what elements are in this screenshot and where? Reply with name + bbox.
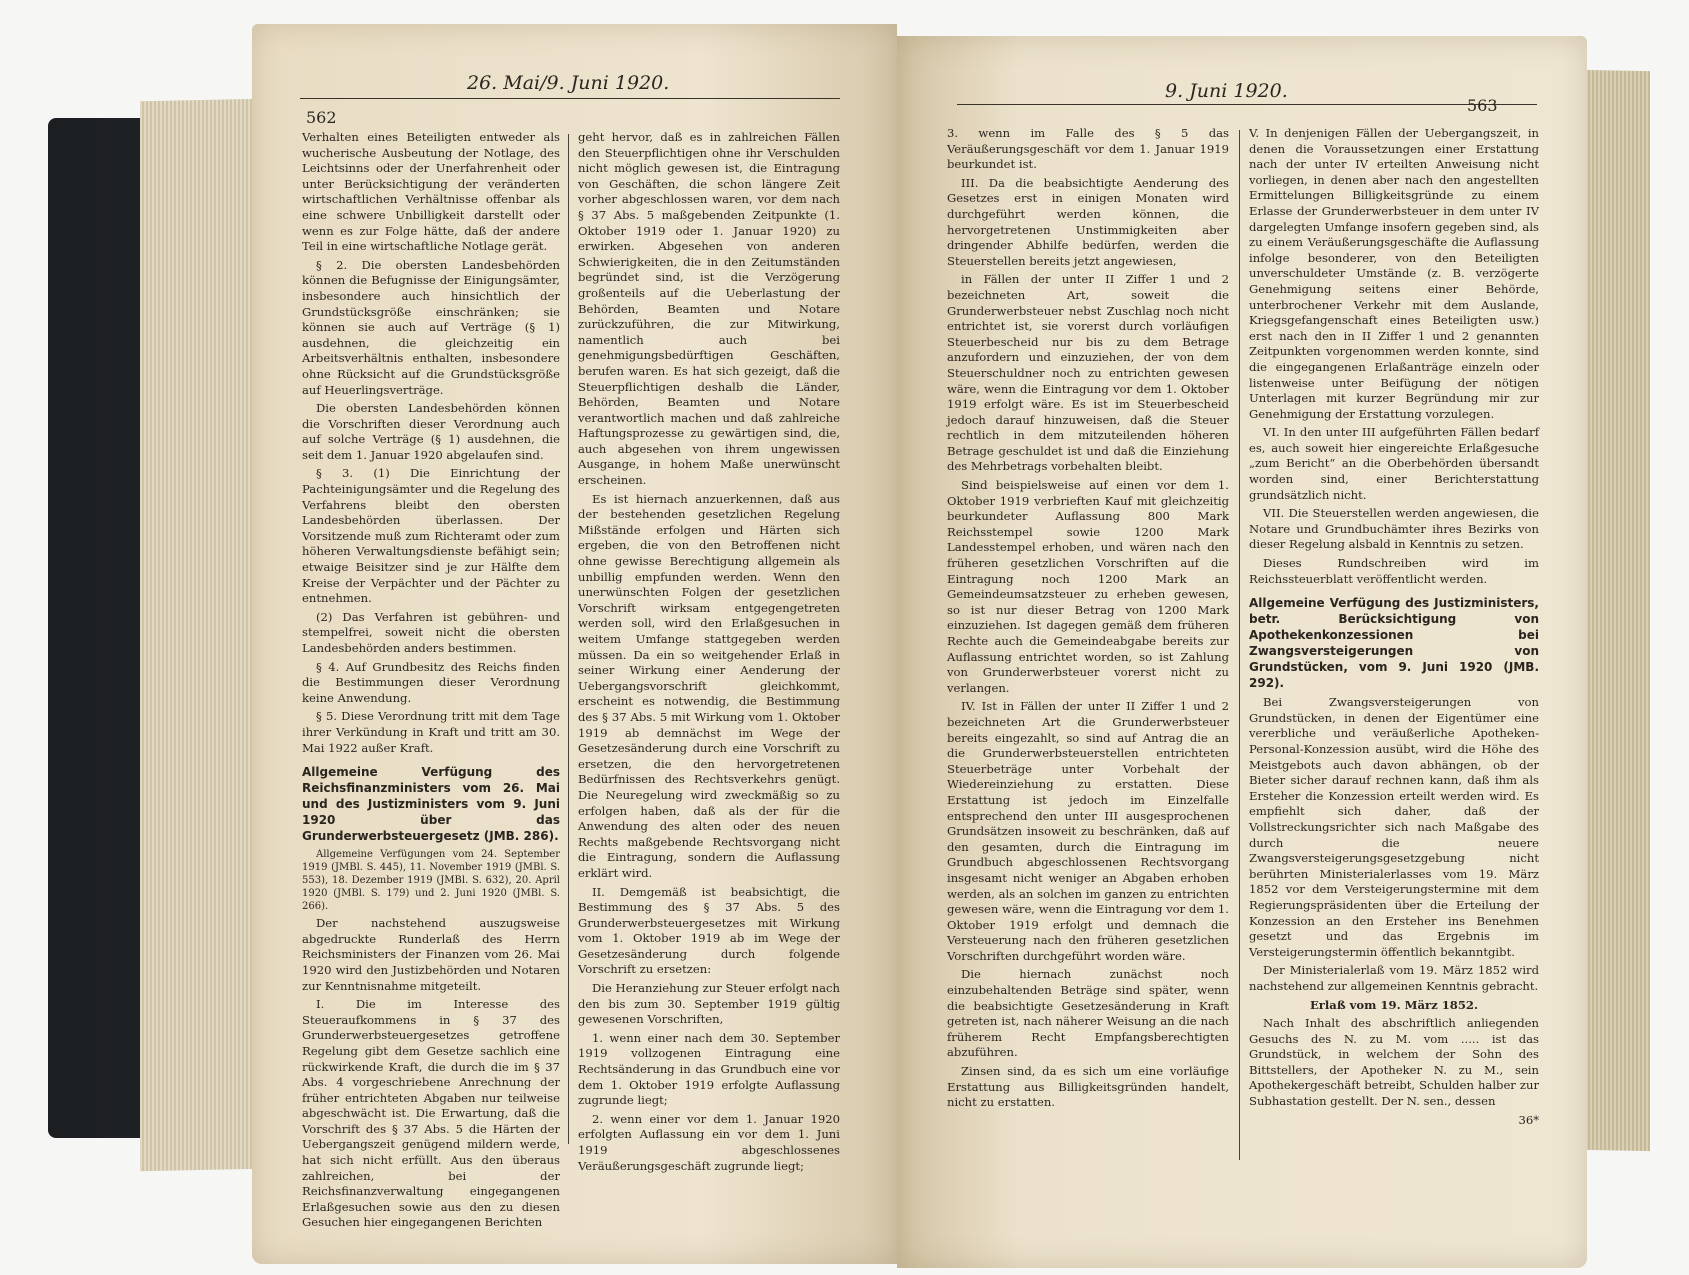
left-page (252, 24, 897, 1264)
right-column-1 (947, 126, 1229, 1156)
erlass-title: Erlaß vom 19. März 1852. (1309, 997, 1479, 1012)
paragraph: Die obersten Landesbehörden können die Vorschriften dieser Verordnung auch auf solche Verträge (§ 1) ausdehnen, die seit dem 1. Januar 1920 abgelaufen sind. (302, 401, 560, 462)
paragraph: II. Demgemäß ist beabsichtigt, die Bestimmung des § 37 Abs. 5 des Grunderwerbsteuergesetzes mit Wirkung vom 1. Oktober 1919 ab im Wege der Gesetzesänderung durch folgende Vorschrift zu ersetzen: (578, 884, 840, 977)
paragraph: in Fällen der unter II Ziffer 1 und 2 bezeichneten Art, soweit die Grunderwerbsteuer nebst Zuschlag noch nicht entrichtet ist, sie vorerst durch vorläufigen Steuerbescheid nur bis zu dem Betrage anzufordern und einzuziehen, der von dem Steuerschuldner noch zu entrichten gewesen wäre, wenn die Eintragung vor dem 1. Oktober 1919 erfolgt wäre. Es ist im Steuerbescheid jedoch darauf hinzuweisen, daß die Steuer rechtlich in dem mitzuteilenden höheren Betrage geschuldet ist und daß die Einziehung des Mehrbetrags vorbehalten bleibt. (947, 272, 1229, 474)
paragraph: III. Da die beabsichtigte Aenderung des Gesetzes erst in einigen Monaten wird durchgeführt werden können, die hervorgetretenen Unstimmigkeiten aber dringender Abhilfe bedürfen, werden die Steuerstellen bereits jetzt angewiesen, (947, 175, 1229, 268)
right-column-divider (1239, 130, 1240, 1160)
paragraph: § 4. Auf Grundbesitz des Reichs finden die Bestimmungen dieser Verordnung keine Anwendung. (302, 659, 560, 705)
left-running-head: 26. Mai/9. Juni 1920. (467, 72, 670, 94)
paragraph: IV. Ist in Fällen der unter II Ziffer 1 und 2 bezeichneten Art die Grunderwerbsteuer bereits eingezahlt, so sind auf Antrag die an die Grunderwerbsteuerstellen entrichteten Steuerbeträge unter Vorbehalt der Wiedereinziehung zu erstatten. Diese Erstattung ist jedoch im Einzelfalle entsprechend den unter III ausgesprochenen Grundsätzen insoweit zu beschränken, daß auf den gesamten, durch die Eintragung im Grundbuch abgeschlossenen Rechtsvorgang insgesamt nicht weniger an Abgaben erhoben werden, als an solchen im ganzen zu entrichten gewesen wäre, wenn die Eintragung vor dem 1. Oktober 1919 erfolgt und demnach die Versteuerung nach den früheren gesetzlichen Vorschriften durchgeführt worden wäre. (947, 699, 1229, 963)
reference-note: Allgemeine Verfügungen vom 24. September 1919 (JMBl. S. 445), 11. November 1919 (JMBl. S. 553), 18. Dezember 1919 (JMBl. S. 632), 20. April 1920 (JMBl. S. 179) und 2. Juni 1920 (JMBl. S. 266). (302, 849, 560, 913)
right-page (897, 36, 1587, 1268)
paragraph: (2) Das Verfahren ist gebühren- und stempelfrei, soweit nicht die obersten Landesbehörden anders bestimmen. (302, 609, 560, 655)
section-heading: Allgemeine Verfügung des Reichsfinanzministers vom 26. Mai und des Justizministers vom 9. Juni 1920 über das Grunderwerbsteuergesetz (JMB. 286). (302, 765, 560, 844)
left-column-2 (578, 130, 840, 1173)
right-head-rule (957, 104, 1537, 105)
paragraph: § 5. Diese Verordnung tritt mit dem Tage ihrer Verkündung in Kraft und tritt am 30. Mai 1922 außer Kraft. (302, 709, 560, 755)
left-page-number: 562 (306, 108, 337, 127)
paragraph: Verhalten eines Beteiligten entweder als wucherische Ausbeutung der Notlage, des Leichtsinns oder der Unerfahrenheit oder unter Berücksichtigung der veränderten wirtschaftlichen Verhältnisse offenbar als eine schwere Unbilligkeit darstellt oder wenn es zur Folge hätte, daß der andere Teil in eine wirtschaftliche Notlage gerät. (302, 130, 560, 254)
paragraph: Sind beispielsweise auf einen vor dem 1. Oktober 1919 verbrieften Kauf mit gleichzeitig beurkundeter Auflassung 800 Mark Reichsstempel sowie 1200 Mark Landesstempel erhoben, und wären nach den früheren gesetzlichen Vorschriften auf die Eintragung noch 1200 Mark an Gemeindeumsatzsteuer zu erheben gewesen, so ist nur dieser Betrag von 1200 Mark einzuziehen. Ist dagegen gemäß dem früheren Rechte auch die Gemeindeabgabe bereits zur Auflassung entrichtet worden, so ist Zahlung von Grunderwerbsteuer vorerst nicht zu verlangen. (947, 478, 1229, 695)
paragraph: VII. Die Steuerstellen werden angewiesen, die Notare und Grundbuchämter ihres Bezirks von dieser Regelung alsbald in Kenntnis zu setzen. (1249, 506, 1539, 552)
paragraph: Zinsen sind, da es sich um eine vorläufige Erstattung aus Billigkeitsgründen handelt, nicht zu erstatten. (947, 1064, 1229, 1110)
paragraph: VI. In den unter III aufgeführten Fällen bedarf es, auch soweit hier eingereichte Erlaßgesuche „zum Bericht“ an die Oberbehörden übersandt worden sind, einer Berichterstattung grundsätzlich nicht. (1249, 425, 1539, 502)
paragraph: Bei Zwangsversteigerungen von Grundstücken, in denen der Eigentümer eine vererbliche und veräußerliche Apotheken-Personal-Konzession ausübt, wird die Höhe des Meistgebots auch davon abhängen, ob der Bieter sicher darauf rechnen kann, daß ihm als Ersteher die Konzession erteilt werden wird. Es empfiehlt sich daher, daß der Vollstreckungsrichter sich nach Maßgabe des durch die neuere Zwangsversteigerungsgesetzgebung nicht berührten Ministerialerlasses vom 19. März 1852 vor dem Versteigerungstermine mit dem Regierungspräsidenten über die Erteilung der Konzession an den Ersteher ins Benehmen gesetzt und das Ergebnis im Versteigerungstermin öffentlich bekanntgibt. (1249, 695, 1539, 959)
paragraph: Die Heranziehung zur Steuer erfolgt nach den bis zum 30. September 1919 gültig gewesenen Vorschriften, (578, 981, 840, 1027)
paragraph: Nach Inhalt des abschriftlich anliegenden Gesuchs des N. zu M. vom ..... ist das Grundstück, in welchem der Sohn des Bittstellers, der Apotheker N. zu M., sein Apothekergeschäft betreibt, Schulden halber zur Subhastation gestellt. Der N. sen., dessen (1249, 1016, 1539, 1109)
left-column-1 (302, 130, 560, 1230)
page-edges-left (140, 99, 260, 1172)
paragraph: § 2. Die obersten Landesbehörden können die Befugnisse der Einigungsämter, insbesondere auch hinsichtlich der Grundstücksgröße einschränken; sie können sie auch auf Verträge (§ 1) ausdehnen, die gleichzeitig ein Arbeitsverhältnis enthalten, insbesondere ohne Rücksicht auf die Grundstücksgröße auf Heuerlingsverträge. (302, 257, 560, 397)
paragraph: Dieses Rundschreiben wird im Reichssteuerblatt veröffentlicht werden. (1249, 556, 1539, 586)
paragraph: V. In denjenigen Fällen der Uebergangszeit, in denen die Voraussetzungen einer Erstattung nach der unter IV erteilten Anweisung nicht vorliegen, in denen aber nach den angestellten Ermittelungen Billigkeitsgründe zu einem Erlasse der Grunderwerbsteuer in dem unter IV dargelegten Umfange insofern gegeben sind, als zu einem Veräußerungsgeschäfte die Auflassung infolge besonderer, von den Beteiligten unverschuldeter Umstände (z. B. verzögerte Genehmigung seitens einer Behörde, unterbrochener Verkehr mit dem Auslande, Kriegsgefangenschaft eines Beteiligten usw.) erst nach den in II Ziffer 1 und 2 genannten Zeitpunkten vorgenommen werden konnte, sind die eingegangenen Erlaßanträge einzeln oder listenweise unter Beifügung der nötigen Unterlagen mit kurzer Begründung mir zur Genehmigung der Erstattung vorzulegen. (1249, 126, 1539, 421)
paragraph: Es ist hiernach anzuerkennen, daß aus der bestehenden gesetzlichen Regelung Mißstände erfolgen und Härten sich ergeben, die von den Betroffenen nicht ohne gewisse Berechtigung allgemein als unbillig empfunden werden. Wenn den unerwünschten Folgen der gesetzlichen Vorschrift wirksam entgegengetreten werden soll, wird den Erlaßgesuchen in weitem Umfange stattgegeben werden müssen. Da ein so weitgehender Erlaß in seiner Wirkung einer Aenderung der Uebergangsvorschrift gleichkommt, erscheint es notwendig, die Bestimmung des § 37 Abs. 5 mit Wirkung vom 1. Oktober 1919 ab demnächst im Wege der Gesetzesänderung durch eine Vorschrift zu ersetzen, die den hervorgetretenen Bedürfnissen des Rechtsverkehrs genügt. Die Neuregelung wird zweckmäßig so zu erfolgen haben, daß als der für die Anwendung des alten oder des neuen Rechts maßgebende Rechtsvorgang nicht die Eintragung, sondern die Auflassung erklärt wird. (578, 491, 840, 880)
signature-mark: 36* (1518, 1112, 1539, 1127)
paragraph: geht hervor, daß es in zahlreichen Fällen den Steuerpflichtigen ohne ihr Verschulden nicht möglich gewesen ist, die Eintragung von Geschäften, die schon längere Zeit vorher abgeschlossen waren, vor dem nach § 37 Abs. 5 maßgebenden Zeitpunkte (1. Oktober 1919 oder 1. Januar 1920) zu erwirken. Abgesehen von anderen Schwierigkeiten, die in den Zeitumständen begründet sind, ist die Verzögerung großenteils auf die Ueberlastung der Behörden, Beamten und Notare zurückzuführen, die zur Mitwirkung, namentlich auch bei genehmigungsbedürftigen Geschäften, berufen waren. Es hat sich gezeigt, daß die Steuerpflichtigen deshalb die Länder, Behörden, Beamten und Notare verantwortlich machen und daß zahlreiche Haftungsprozesse zu gewärtigen sind, die, auch abgesehen von ihrem ungewissen Ausgange, in hohem Maße unerwünscht erscheinen. (578, 130, 840, 488)
paragraph: Der nachstehend auszugsweise abgedruckte Runderlaß des Herrn Reichsministers der Finanzen vom 26. Mai 1920 wird den Justizbehörden und Notaren zur Kenntnisnahme mitgeteilt. (302, 916, 560, 993)
paragraph: § 3. (1) Die Einrichtung der Pachteinigungsämter und die Regelung des Verfahrens bleibt den obersten Landesbehörden überlassen. Der Vorsitzende muß zum Richteramt oder zum höheren Verwaltungsdienste befähigt sein; etwaige Beisitzer sind je zur Hälfte dem Kreise der Verpächter und der Pächter zu entnehmen. (302, 466, 560, 606)
paragraph: 3. wenn im Falle des § 5 das Veräußerungsgeschäft vor dem 1. Januar 1919 beurkundet ist. (947, 126, 1229, 172)
left-head-rule (300, 98, 840, 99)
right-running-head: 9. Juni 1920. (1165, 80, 1288, 102)
paragraph: Die hiernach zunächst noch einzubehaltenden Beträge sind später, wenn die beabsichtigte Gesetzesänderung in Kraft getreten ist, nach näherer Weisung an die nach früherem Recht Empfangsberechtigten abzuführen. (947, 967, 1229, 1060)
right-page-number: 563 (1467, 96, 1498, 115)
left-column-divider (568, 134, 569, 1144)
paragraph: I. Die im Interesse des Steueraufkommens in § 37 des Grunderwerbsteuergesetzes getroffene Regelung gibt dem Gesetze sachlich eine rückwirkende Kraft, die durch die im § 37 Abs. 4 vorgeschriebene Anrechnung der früher entrichteten Abgaben nur teilweise abgeschwächt ist. Die Erwartung, daß die Vorschrift des § 37 Abs. 5 die Härten der Uebergangszeit genügend mildern werde, hat sich nicht erfüllt. Aus den überaus zahlreichen, bei der Reichsfinanzverwaltung eingegangenen Erlaßgesuchen sowie aus den zu diesen Gesuchen hier eingegangenen Berichten (302, 997, 560, 1230)
paragraph: Der Ministerialerlaß vom 19. März 1852 wird nachstehend zur allgemeinen Kenntnis gebracht. (1249, 963, 1539, 993)
paragraph: 1. wenn einer nach dem 30. September 1919 vollzogenen Eintragung eine Rechtsänderung in das Grundbuch eine vor dem 1. Oktober 1919 erfolgte Auflassung zugrunde liegt; (578, 1030, 840, 1108)
section-heading: Allgemeine Verfügung des Justizministers, betr. Berücksichtigung von Apothekenkonzessionen bei Zwangsversteigerungen von Grundstücken, vom 9. Juni 1920 (JMB. 292). (1249, 596, 1539, 691)
paragraph: 2. wenn einer vor dem 1. Januar 1920 erfolgten Auflassung ein vor dem 1. Juni 1919 abgeschlossenes Veräußerungsgeschäft zugrunde liegt; (578, 1111, 840, 1173)
right-column-2 (1249, 126, 1539, 1166)
